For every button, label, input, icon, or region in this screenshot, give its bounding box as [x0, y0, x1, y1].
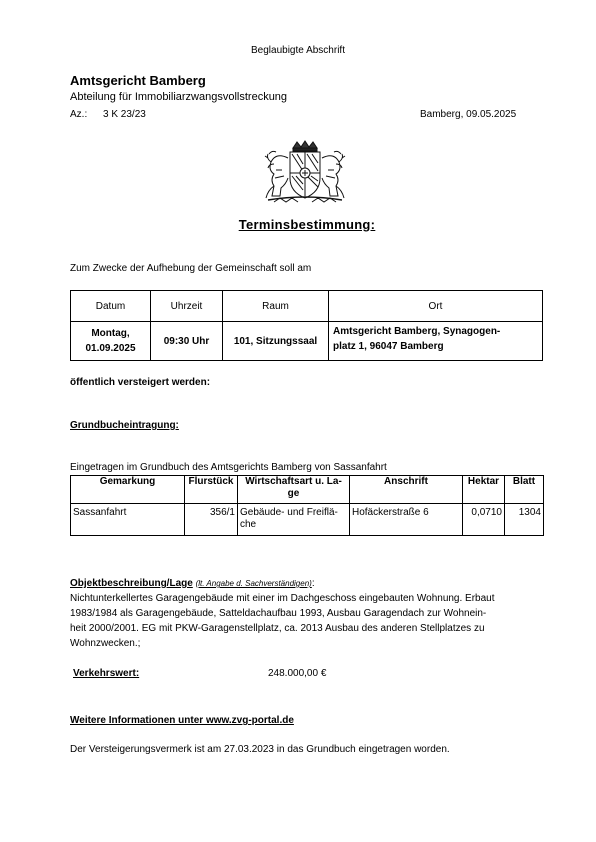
cell-blatt: 1304	[505, 504, 544, 536]
cell-hektar: 0,0710	[463, 504, 505, 536]
file-number: 3 K 23/23	[103, 109, 146, 120]
registration-note: Der Versteigerungsvermerk ist am 27.03.2023 in das Grundbuch eingetragen worden.	[70, 744, 450, 755]
col-header-room: Raum	[223, 291, 329, 322]
file-number-label: Az.:	[70, 109, 88, 120]
col-header-wirtschaftsart	[238, 476, 350, 504]
place-date: Bamberg, 09.05.2025	[420, 109, 517, 120]
cell-wirtschaftsart	[238, 504, 350, 536]
col-header-wirtschaftsart-line2: ge	[287, 488, 300, 499]
auction-time: 09:30 Uhr	[151, 322, 223, 361]
col-header-date: Datum	[71, 291, 151, 322]
schedule-table	[70, 290, 543, 361]
object-description-line: Wohnzwecken.;	[70, 638, 141, 649]
col-header-gemarkung: Gemarkung	[71, 476, 185, 504]
auction-day: 01.09.2025	[85, 343, 136, 354]
auction-place	[329, 322, 543, 361]
cell-anschrift: Hofäckerstraße 6	[350, 504, 463, 536]
auction-weekday: Montag,	[91, 328, 130, 339]
table-row	[71, 291, 543, 322]
coat-of-arms-icon	[262, 140, 348, 206]
table-row	[71, 504, 544, 536]
document-title: Terminsbestimmung:	[238, 217, 376, 232]
more-info-link[interactable]: Weitere Informationen unter www.zvg-portal.de	[70, 715, 294, 726]
intro-text: Zum Zwecke der Aufhebung der Gemeinschaft soll am	[70, 263, 312, 274]
cell-gemarkung: Sassanfahrt	[71, 504, 185, 536]
table-row	[71, 476, 544, 504]
department-name: Abteilung für Immobiliarzwangsvollstreckung	[70, 91, 288, 103]
market-value-label: Verkehrswert:	[73, 668, 140, 679]
col-header-hektar: Hektar	[463, 476, 505, 504]
certified-copy-note: Beglaubigte Abschrift	[251, 45, 345, 56]
auction-date	[71, 322, 151, 361]
object-description-line: 1983/1984 als Garagengebäude, Satteldachaufbau 1993, Ausbau Garagendach zur Wohnein-	[70, 608, 487, 619]
land-register-heading: Grundbucheintragung:	[70, 420, 179, 431]
cell-wirtschaftsart-line2: che	[240, 519, 257, 530]
col-header-time: Uhrzeit	[151, 291, 223, 322]
auction-place-line1: Amtsgericht Bamberg, Synagogen-	[333, 326, 501, 337]
col-header-flurstueck: Flurstück	[185, 476, 238, 504]
col-header-anschrift: Anschrift	[350, 476, 463, 504]
cell-flurstueck: 356/1	[185, 504, 238, 536]
object-description-line: heit 2000/2001. EG mit PKW-Garagenstellplatz, ca. 2013 Ausbau des anderen Stellplatzes zu	[70, 623, 485, 634]
land-register-intro: Eingetragen im Grundbuch des Amtsgerichts Bamberg von Sassanfahrt	[70, 462, 387, 473]
object-heading-colon: :	[311, 578, 315, 589]
col-header-place: Ort	[329, 291, 543, 322]
object-description-line: Nichtunterkellertes Garagengebäude mit einer im Dachgeschoss eingebauten Wohnung. Erbaut	[70, 593, 495, 604]
auction-place-line2: platz 1, 96047 Bamberg	[333, 341, 444, 352]
object-heading-label: Objektbeschreibung/Lage	[70, 578, 193, 589]
object-heading-note: (lt. Angabe d. Sachverständigen)	[195, 579, 312, 588]
cell-wirtschaftsart-line1: Gebäude- und Freiflä-	[240, 507, 338, 518]
court-name: Amtsgericht Bamberg	[70, 73, 206, 88]
land-register-table	[70, 475, 544, 536]
object-heading	[70, 578, 315, 590]
object-description	[70, 591, 545, 651]
market-value-amount: 248.000,00 €	[268, 668, 327, 679]
col-header-blatt: Blatt	[505, 476, 544, 504]
table-row	[71, 322, 543, 361]
auction-statement: öffentlich versteigert werden:	[70, 377, 211, 388]
auction-room: 101, Sitzungssaal	[223, 322, 329, 361]
col-header-wirtschaftsart-line1: Wirtschaftsart u. La-	[245, 476, 342, 487]
